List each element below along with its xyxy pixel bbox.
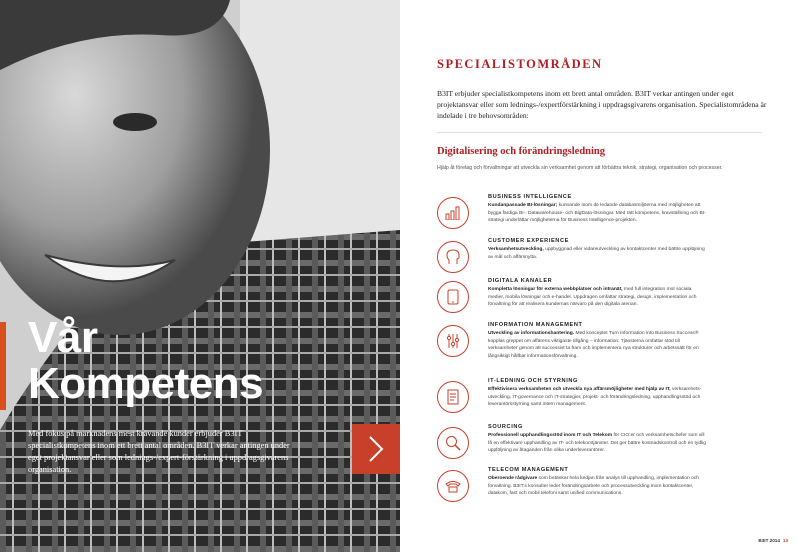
list-item xyxy=(437,378,772,413)
document-icon xyxy=(437,381,469,413)
item-desc: Oberoende rådgivare som betänkar hela kedjan från analys till upphandling, implementation och förvaltning. B3IT:s konsulter leder förändringsarbete och processutveckling inom kontaktcenter, datakom, fast och mobil telefoni samt unified communications. xyxy=(488,476,699,497)
page-title xyxy=(28,315,263,407)
bar-chart-icon xyxy=(437,197,469,229)
list-item xyxy=(437,238,772,273)
telephone-icon xyxy=(437,470,469,502)
page-footer xyxy=(758,538,788,543)
item-desc: Utveckling av informationshantering. Med konceptet Turn Information into Business Success® kopplas greppet om affärens viktigaste tillgång – information. Tjänsterna omfattar stöd till verksamheter genom att successivt ta fram och implementera nya strukturer och arbetssätt för en långsiktigt hållbar informationsförvaltning. xyxy=(488,331,699,359)
item-title: BUSINESS INTELLIGENCE xyxy=(488,194,572,200)
item-title: TELECOM MANAGEMENT xyxy=(488,467,569,473)
title-line-1: Vår xyxy=(28,313,98,362)
chevron-right-icon xyxy=(366,435,386,463)
item-desc: Effektivisera verksamheten och utveckla nya affärsmöjligheter med hjälp av IT, verksamhets-utveckling, IT-governance och IT-strategier, projekt- och förändringsledning, upphandlingsstöd och leverantörsstyrning samt intern management. xyxy=(488,387,702,408)
intro-paragraph: B3IT erbjuder specialistkompetens inom ett brett antal områden. B3IT verkar antingen under eget projektansvar eller som lednings-/expertförstärkning i uppdragsgivarens organisation. Specialistområdena är indelade i tre behovsområden: xyxy=(437,89,767,120)
item-title: SOURCING xyxy=(488,424,523,430)
item-title: DIGITALA KANALER xyxy=(488,278,553,284)
next-arrow-button[interactable] xyxy=(352,424,400,474)
item-desc: Kundanpassade BI-lösningar; kunnande inom de ledande databasmiljöerna med möjligheten att bygga färdiga BI-, Datawarehouse- och BigData-lösningar. Med rätt kompetens, kravställning och BI-strategi underlättar möjligheterna för Business Intelligence-projekten. xyxy=(488,203,706,224)
list-item xyxy=(437,322,772,360)
title-line-2: Kompetens xyxy=(28,359,264,408)
list-item xyxy=(437,278,772,313)
list-item xyxy=(437,194,772,229)
section-heading: SPECIALISTOMRÅDEN xyxy=(437,57,603,71)
footer-brand: B3IT 2014 xyxy=(758,538,780,543)
right-page xyxy=(400,0,800,552)
head-icon xyxy=(437,241,469,273)
item-title: CUSTOMER EXPERIENCE xyxy=(488,238,569,244)
item-desc: Verksamhetsutveckling, uppbyggnad eller vidareutveckling av kontaktcenter med bättre upplöjning av mål och affärsnytta. xyxy=(488,247,705,260)
item-desc: Kompletta lösningar för externa webbplatser och intranät, med full integration mot sociala medier, mobila lösningar och e-handel. Uppdragen omfattar strategi, design, implementation och förvaltning för att realisera kundernas närvaro på den digitala arenan. xyxy=(488,287,697,308)
sub-heading: Digitalisering och förändringsledning xyxy=(437,146,606,157)
sliders-icon xyxy=(437,325,469,357)
list-item xyxy=(437,424,772,459)
accent-bar xyxy=(0,322,6,410)
tablet-icon xyxy=(437,281,469,313)
list-item xyxy=(437,467,772,502)
item-title: IT-LEDNING OCH STYRNING xyxy=(488,378,578,384)
magnifier-icon xyxy=(437,427,469,459)
item-title: INFORMATION MANAGEMENT xyxy=(488,322,583,328)
sub-intro: Hjälp åt företag och förvaltningar att utveckla sin verksamhet genom att förbättra teknik, strategi, organisation och processer. xyxy=(437,165,723,171)
item-desc: Professionell upphandlingsstöd inom IT och Telekom för CIO:er och verksamhetschefer som vill få en effektivare upphandling av IT- och telekomtjänster. Det ger bättre kostnadskontroll och en tydlig uppföljning av åtaganden från olika underleverantörer. xyxy=(488,433,706,454)
divider xyxy=(437,132,762,133)
page-number: 13 xyxy=(782,538,788,543)
left-intro-text: Med fokus på marknadens mest krävande kunder erbjuder B3IT specialistkompetens inom ett brett antal områden. B3IT verkar antingen under eget projektansvar eller som lednings-/expert-förstärkning i uppdragsgivarens organisation. xyxy=(28,429,290,474)
